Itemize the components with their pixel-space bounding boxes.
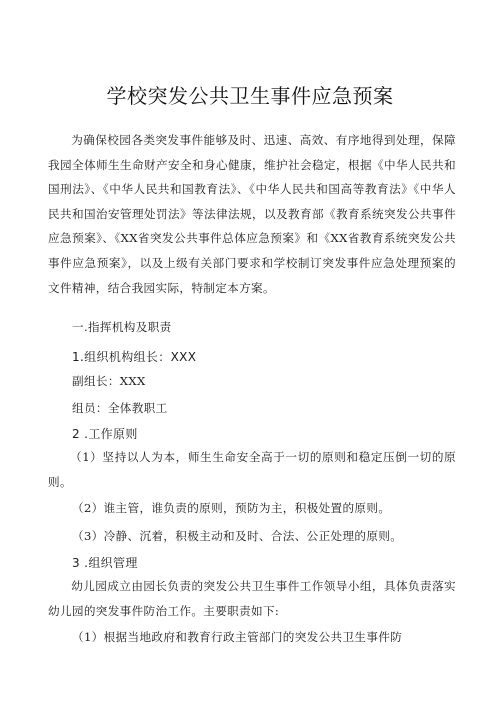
principle-item-1: （1）坚持以人为本，师生生命安全高于一切的原则和稳定压倒一切的原则。 <box>48 450 456 489</box>
section-1-heading: 一.指挥机构及职责 <box>72 320 172 334</box>
principle-item-3: （3）冷静、沉着，积极主动和及时、合法、公正处理的原则。 <box>72 529 403 543</box>
intro-paragraph: 为确保校园各类突发事件能够及时、迅速、高效、有序地得到处理，保障我园全体师生生命财产安全和身心健康，维护社会稳定，根据《中华人民共和国刑法》、《中华人民共和国教育法》、《中华人民共和国高等教育法》《中华人民共和国治安管理处罚法》等法律法规，以及教育部《教育系统突发公共事件应急预案》、《XX省突发公共事件总体应急预案》和《XX省教育系统突发公共事件应急预案》，以及上级有关部门要求和学校制订突发事件应急处理预案的文件精神，结合我园实际，特制定本方案。 <box>48 133 456 295</box>
deputy-leader-line: 副组长：XXX <box>72 374 146 388</box>
principle-item-2: （2）谁主管，谁负责的原则，预防为主，积极处置的原则。 <box>72 501 391 515</box>
document-title: 学校突发公共卫生事件应急预案 <box>106 84 394 108</box>
members-line: 组员：全体教职工 <box>72 401 168 415</box>
group-leader-line: 1.组织机构组长：XXX <box>72 350 197 364</box>
section-2-heading: 2 .工作原则 <box>72 427 138 441</box>
organization-paragraph: 幼儿园成立由园长负责的突发公共卫生事件工作领导小组，具体负责落实幼儿园的突发事件防治工作。主要职责如下: <box>48 579 456 618</box>
section-3-heading: 3 .组织管理 <box>72 556 138 570</box>
duty-item-1: （1）根据当地政府和教育行政主管部门的突发公共卫生事件防 <box>72 630 403 644</box>
